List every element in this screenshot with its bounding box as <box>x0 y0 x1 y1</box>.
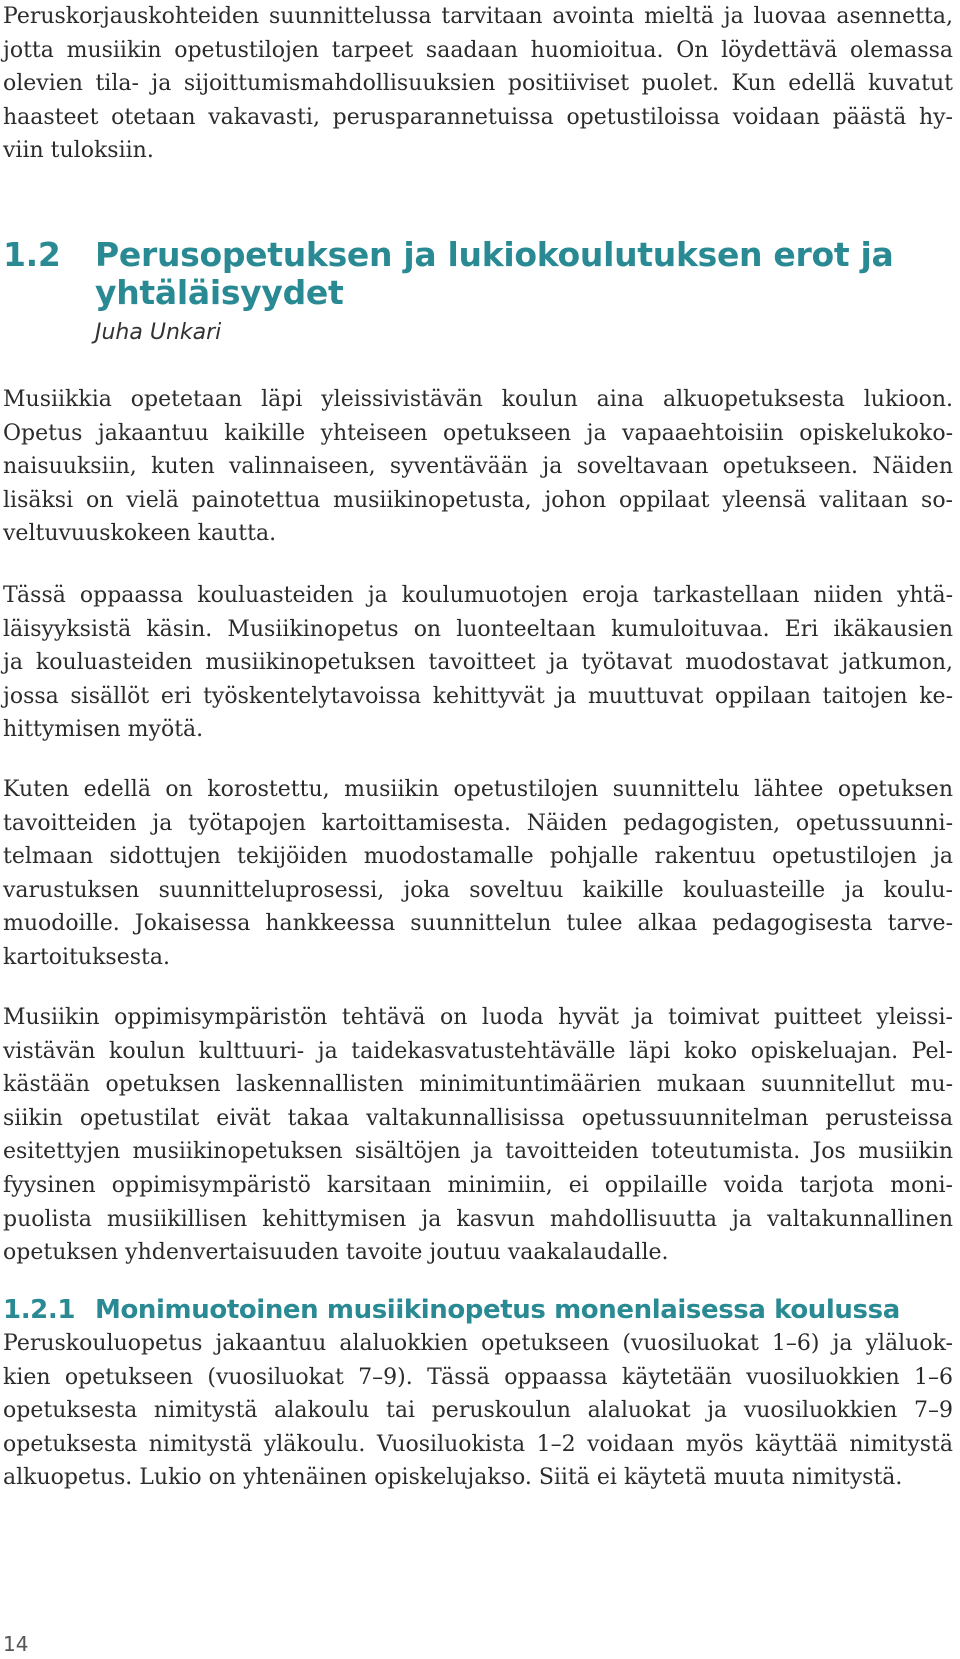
text-line: esitettyjen musiikinopetuksen sisältöjen ja tavoitteiden toteutumista. Jos musiikin <box>3 1139 953 1165</box>
body-paragraph <box>3 1001 953 1270</box>
text-line: puolista musiikillisen kehittymisen ja kasvun mahdollisuutta ja valtakunnallinen <box>3 1206 953 1232</box>
text-line: fyysinen oppimisympäristö karsitaan minimiin, ei oppilaille voida tarjota moni- <box>3 1172 953 1198</box>
text-line: läisyyksistä käsin. Musiikinopetus on luonteeltaan kumuloituvaa. Eri ikäkausien <box>3 616 953 642</box>
text-line: veltuvuuskokeen kautta. <box>3 521 277 547</box>
text-line: olevien tila- ja sijoittumismahdollisuuksien positiiviset puolet. Kun edellä kuvatut <box>3 71 953 97</box>
page-number: 14 <box>3 1632 29 1656</box>
subsection-number: 1.2.1 <box>3 1295 76 1325</box>
text-line: opetuksen yhdenvertaisuuden tavoite joutuu vaakalaudalle. <box>3 1240 669 1266</box>
text-line: opetuksesta nimitystä yläkoulu. Vuosiluokista 1–2 voidaan myös käyttää nimitystä <box>3 1431 953 1457</box>
body-paragraph <box>3 579 953 747</box>
section-title-line: Perusopetuksen ja lukiokoulutuksen erot ja <box>95 235 894 274</box>
subsection-title: Monimuotoinen musiikinopetus monenlaisessa koulussa <box>95 1295 900 1325</box>
text-line: lisäksi on vielä painotettua musiikinopetusta, johon oppilaat yleensä valitaan so- <box>3 487 953 513</box>
text-line: varustuksen suunnitteluprosessi, joka soveltuu kaikille kouluasteille ja koulu- <box>3 877 953 903</box>
text-line: jossa sisällöt eri työskentelytavoissa kehittyvät ja muuttuvat oppilaan taitojen ke- <box>3 683 953 709</box>
text-line: jotta musiikin opetustilojen tarpeet saadaan huomioitua. On löydettävä olemassa <box>3 37 953 63</box>
author-name: Juha Unkari <box>95 320 222 345</box>
text-line: hittymisen myötä. <box>3 717 204 743</box>
text-line: ja kouluasteiden musiikinopetuksen tavoitteet ja työtavat muodostavat jatkumon, <box>3 650 953 676</box>
text-line: muodoille. Jokaisessa hankkeessa suunnittelun tulee alkaa pedagogisesta tarve- <box>3 911 953 937</box>
text-line: kästään opetuksen laskennallisten minimituntimäärien mukaan suunnitellut mu- <box>3 1072 953 1098</box>
text-line: Musiikin oppimisympäristön tehtävä on luoda hyvät ja toimivat puitteet yleissi- <box>3 1005 953 1030</box>
text-line: Peruskorjauskohteiden suunnittelussa tarvitaan avointa mieltä ja luovaa asennetta, <box>3 4 953 29</box>
text-line: Tässä oppaassa kouluasteiden ja koulumuotojen eroja tarkastellaan niiden yhtä- <box>3 583 953 608</box>
text-line: Musiikkia opetetaan läpi yleissivistävän koulun aina alkuopetuksesta lukioon. <box>3 387 953 412</box>
section-number: 1.2 <box>3 235 61 274</box>
body-paragraph <box>3 383 953 551</box>
text-line: kien opetukseen (vuosiluokat 7–9). Tässä oppaassa käytetään vuosiluokkien 1–6 <box>3 1364 953 1390</box>
text-line: viin tuloksiin. <box>3 138 154 164</box>
text-line: Opetus jakaantuu kaikille yhteiseen opetukseen ja vapaaehtoisiin opiskelukoko- <box>3 420 953 446</box>
body-paragraph <box>3 1327 953 1495</box>
text-line: siikin opetustilat eivät takaa valtakunnallisissa opetussuunnitelman perusteissa <box>3 1105 953 1131</box>
text-line: Peruskouluopetus jakaantuu alaluokkien opetukseen (vuosiluokat 1–6) ja yläluok- <box>3 1331 953 1356</box>
text-line: vistävän koulun kulttuuri- ja taidekasvatustehtävälle läpi koko opiskeluajan. Pel- <box>3 1038 953 1064</box>
text-line: tavoitteiden ja työtapojen kartoittamisesta. Näiden pedagogisten, opetussuunni- <box>3 810 953 836</box>
text-line: opetuksesta nimitystä alakoulu tai peruskoulun alaluokat ja vuosiluokkien 7–9 <box>3 1398 953 1424</box>
body-paragraph <box>3 773 953 975</box>
text-line: naisuuksiin, kuten valinnaiseen, syventävään ja soveltavaan opetukseen. Näiden <box>3 454 953 480</box>
section-title-line: yhtäläisyydet <box>95 273 344 312</box>
text-line: alkuopetus. Lukio on yhtenäinen opiskelujakso. Siitä ei käytetä muuta nimitystä. <box>3 1465 903 1491</box>
text-line: telmaan sidottujen tekijöiden muodostamalle pohjalle rakentuu opetustilojen ja <box>3 844 953 870</box>
intro-paragraph <box>3 0 953 168</box>
section-title <box>95 236 945 312</box>
text-line: haasteet otetaan vakavasti, perusparannetuissa opetustiloissa voidaan päästä hy- <box>3 104 953 130</box>
text-line: Kuten edellä on korostettu, musiikin opetustilojen suunnittelu lähtee opetuksen <box>3 777 953 802</box>
text-line: kartoituksesta. <box>3 944 170 970</box>
